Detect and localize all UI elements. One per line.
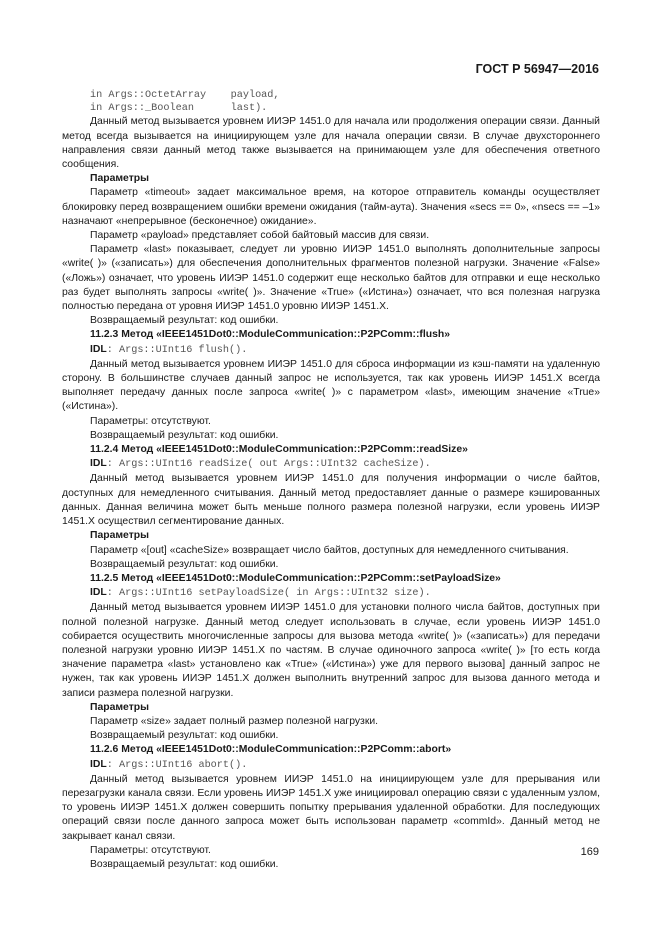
paragraph: Возвращаемый результат: код ошибки.: [90, 429, 279, 441]
idl-label: IDL: [90, 587, 107, 599]
idl-label: IDL: [90, 758, 107, 770]
section-heading: 11.2.6 Метод «IEEE1451Dot0::ModuleCommunication::P2PComm::abort»: [90, 744, 452, 756]
code-line: in Args::_Boolean last).: [90, 103, 268, 115]
paragraph: Возвращаемый результат: код ошибки.: [90, 558, 279, 570]
paragraph: Параметр «payload» представляет собой байтовый массив для связи.: [90, 230, 430, 242]
idl-line: [62, 758, 600, 773]
paragraph: Данный метод вызывается уровнем ИИЭР 1451.0 для начала или продолжения операции связи. Данный метод всегда вызывается на инициирующем узле для начала операции связи. В случае двухстороннего направления связи данный метод также вызывается на принимающем узле для обеспечения ответного сообщения.: [62, 116, 600, 171]
paragraph: Данный метод вызывается уровнем ИИЭР 1451.0 на инициирующем узле для прерывания или перезагрузки канала связи. Если уровень ИИЭР 1451.X уже инициировал операцию связи с удаленным узлом, то уровень ИИЭР 1451.X должен совершить попытку прерывания удаленной обработки. Для последующих операций связи после данного запроса может быть использован параметр «commId». Данный метод не закрывает канал связи.: [62, 773, 600, 842]
parameters-heading: Параметры: [90, 701, 150, 713]
paragraph: Параметр «size» задает полный размер полезной нагрузки.: [90, 715, 379, 727]
paragraph: Параметры: отсутствуют.: [90, 415, 211, 427]
paragraph: Параметр «timeout» задает максимальное время, на которое отправитель команды осуществляет блокировку перед возвращением ошибки времени ожидания (тайм-аута). Значения «secs == 0», «nsecs == –1» назначают «непрерывное (бесконечное) ожидание».: [62, 187, 600, 227]
page-content: [62, 89, 600, 872]
section-heading: 11.2.3 Метод «IEEE1451Dot0::ModuleCommunication::P2PComm::flush»: [90, 329, 451, 341]
idl-label: IDL: [90, 458, 107, 470]
idl-code: : Args::UInt16 abort().: [106, 759, 248, 771]
standard-header: ГОСТ Р 56947—2016: [475, 62, 599, 76]
paragraph: Данный метод вызывается уровнем ИИЭР 1451.0 для сброса информации из кэш-памяти на удаленную сторону. В большинстве случаев данный запрос не используется, так как уровень ИИЭР 1451.X всегда выполняет передачу данных после запроса «write( )» с параметром «last», имеющим значение «True» («Истина»).: [62, 358, 600, 413]
parameters-heading: Параметры: [90, 173, 150, 185]
paragraph: Возвращаемый результат: код ошибки.: [90, 730, 279, 742]
paragraph: Параметры: отсутствуют.: [90, 844, 211, 856]
idl-code: : Args::UInt16 flush().: [106, 344, 248, 356]
parameters-heading: Параметры: [90, 530, 150, 542]
paragraph: Возвращаемый результат: код ошибки.: [90, 858, 279, 870]
section-heading: 11.2.4 Метод «IEEE1451Dot0::ModuleCommunication::P2PComm::readSize»: [90, 444, 468, 456]
paragraph: Данный метод вызывается уровнем ИИЭР 1451.0 для получения информации о числе байтов, доступных для немедленного считывания. Данный метод предоставляет данные о размере кэшированных данных. Данная величина может быть меньше полного размера полезной нагрузки, если уровень ИИЭР 1451.X осуществил сегментирование данных.: [62, 473, 600, 528]
section-heading: 11.2.5 Метод «IEEE1451Dot0::ModuleCommunication::P2PComm::setPayloadSize»: [90, 572, 501, 584]
idl-line: [62, 343, 600, 358]
paragraph: Параметр «last» показывает, следует ли уровню ИИЭР 1451.0 выполнять дополнительные запросы «write( )» («записать») для обеспечения дополнительных фрагментов полезной нагрузки. Значение «False» («Ложь») означает, что уровень ИИЭР 1451.0 содержит еще несколько байтов для отправки и еще несколько раз будет выполнять запросы «write( )». Значение «True» («Истина») означает, что вся полезная нагрузка полностью передана от уровня ИИЭР 1451.0 уровню ИИЭР 1451.X.: [62, 244, 600, 313]
code-line: in Args::OctetArray payload,: [90, 90, 280, 101]
idl-line: [62, 586, 600, 601]
idl-code: : Args::UInt16 setPayloadSize( in Args::UInt32 size).: [106, 588, 431, 600]
paragraph: Параметр «[out] «cacheSize» возвращает число байтов, доступных для немедленного считывания.: [90, 544, 569, 556]
paragraph: Возвращаемый результат: код ошибки.: [90, 315, 279, 327]
idl-line: [62, 457, 600, 472]
idl-code: : Args::UInt16 readSize( out Args::UInt32 cacheSize).: [106, 459, 431, 471]
paragraph: Данный метод вызывается уровнем ИИЭР 1451.0 для установки полного числа байтов, доступных при полной полезной нагрузке. Данный метод следует использовать в случае, если уровень ИИЭР 1451.0 собирается осуществить многочисленные запросы для вызова метода «write( )» («записать») для передачи полезной нагрузки уровню ИИЭР 1451.X по частям. В случае одиночного запроса «write( )» [то есть когда значение параметра «last» установлено как «True» («Истина») уже для первого вызова] данный запрос не нужен, так как уровень ИИЭР 1451.X должен выполнить внутренний запрос для вызова данного метода и записи размера полезной нагрузки.: [62, 602, 600, 699]
idl-label: IDL: [90, 343, 107, 355]
page-number: 169: [580, 846, 599, 858]
